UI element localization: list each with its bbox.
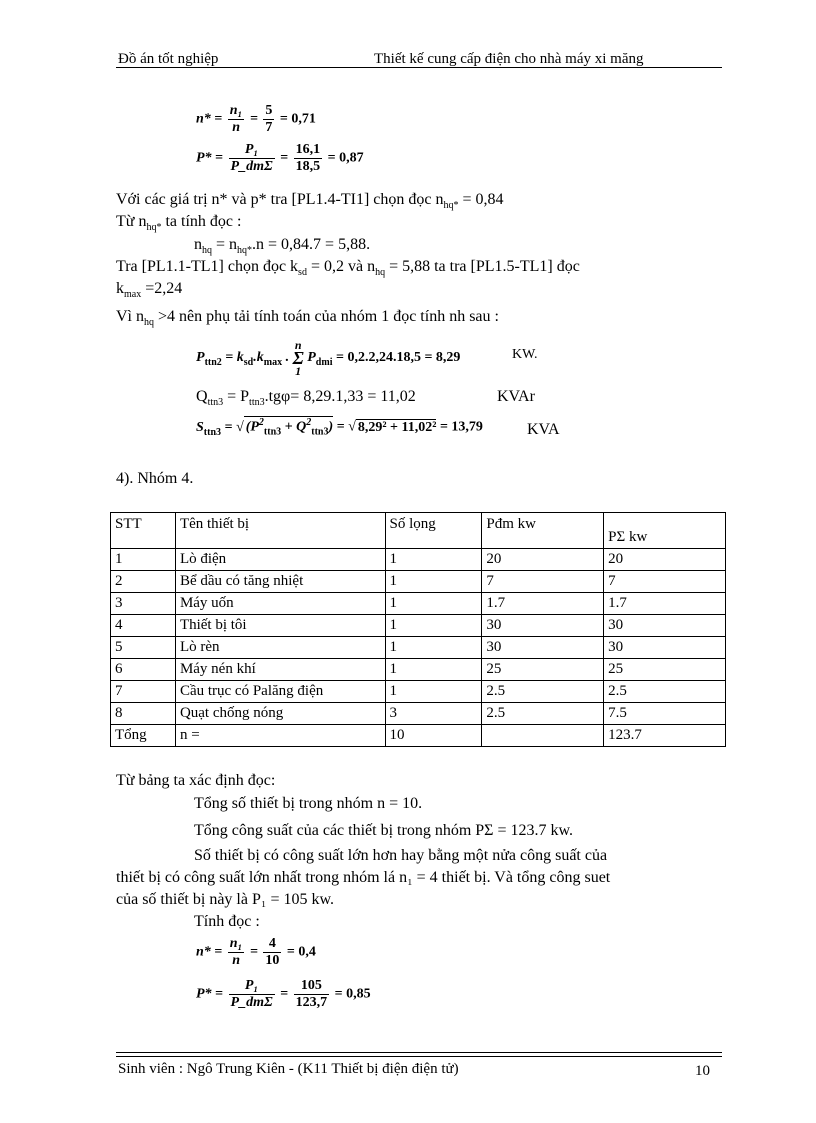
body2-p2: Tổng số thiết bị trong nhóm n = 10. (194, 795, 423, 812)
cell: Bể dầu có tăng nhiệt (175, 571, 385, 593)
body2-p4c: của số thiết bị này là P₁ = 105 kw. (116, 891, 334, 908)
cell: 30 (604, 615, 726, 637)
text-line-4: Tra [PL1.1-TL1] chọn đọc $k_{sd} = 0,2$ và $n_{hq} = 5,88$ ta tra [PL1.5-TL1] đọc (116, 258, 580, 279)
table-row (111, 593, 726, 615)
formula-n-star-bottom: n* = $\frac{\text{n₁}}{n}$ = $\frac{4}{10}$ = 0,4 (196, 936, 316, 968)
table-row (111, 681, 726, 703)
formula-p-ttn: $P_{ttn2} = k_{sd}.k_{max}$ . n Σ 1 $P_{dmi} = 0,2.2,24.18,5 = 8,29$ (196, 338, 461, 378)
cell: 1 (385, 681, 482, 703)
cell: Máy nén khí (175, 659, 385, 681)
text-line-2: Từ $n_{hq*}$ ta tính đọc : (116, 213, 242, 234)
cell: 8 (111, 703, 176, 725)
body2-p4a: Số thiết bị có công suất lớn hơn hay bằng một nửa công suất của (194, 847, 608, 864)
cell: 1 (385, 615, 482, 637)
cell: 1 (111, 549, 176, 571)
cell: 30 (604, 637, 726, 659)
col-header: STT (111, 513, 176, 549)
body2-p1: Từ bảng ta xác định đọc: (116, 772, 276, 789)
cell: Cầu trục có Palăng điện (175, 681, 385, 703)
col-header: Tên thiết bị (175, 513, 385, 549)
footer-student: Sinh viên : Ngô Trung Kiên - (K11 Thiết bị điện điện tử) (118, 1061, 459, 1077)
cell: 10 (385, 725, 482, 747)
header-left: Đồ án tốt nghiệp (118, 51, 219, 67)
cell: Lò rèn (175, 637, 385, 659)
equipment-table (110, 512, 726, 747)
table-row (111, 549, 726, 571)
cell: 20 (482, 549, 604, 571)
text-line-6: Vì $n_{hq} >4$ nên phụ tải tính toán của nhóm 1 đọc tính nh sau : (116, 308, 499, 329)
text-line-3: $n_{hq} = n_{hq*}.n = 0,84.7 = 5,88$. (194, 236, 371, 257)
cell: 1.7 (482, 593, 604, 615)
cell: n = (175, 725, 385, 747)
cell: Máy uốn (175, 593, 385, 615)
cell: Tổng (111, 725, 176, 747)
table-total-row (111, 725, 726, 747)
text-line-1: Với các giá trị n* và p* tra [PL1.4-TI1] chọn đọc $n_{hq*} = 0,84$ (116, 191, 504, 212)
cell: 1 (385, 549, 482, 571)
cell: 3 (385, 703, 482, 725)
cell: 2.5 (482, 681, 604, 703)
cell: 4 (111, 615, 176, 637)
cell: 7 (111, 681, 176, 703)
cell: Thiết bị tôi (175, 615, 385, 637)
table-row (111, 659, 726, 681)
cell: 25 (604, 659, 726, 681)
formula-p-star-bottom: P* = $\frac{\text{P₁}}{\text{P\_dmΣ}}$ = $\frac{105}{123,7}$ = 0,85 (196, 978, 371, 1010)
formula-q-ttn: $Q_{ttn3} = P_{ttn3}.tg\varphi= 8,29.1,33 = 11,02$ (196, 388, 416, 409)
col-header: Số lọng (385, 513, 482, 549)
footer-rule-top (116, 1052, 722, 1053)
cell: 30 (482, 637, 604, 659)
body2-p5: Tính đọc : (194, 913, 260, 930)
cell: 1 (385, 571, 482, 593)
formula-p-star-top: P* = $\frac{\text{P₁}}{\text{P\_dmΣ}}$ = $\frac{16,1}{18,5}$ = 0,87 (196, 142, 364, 174)
header-right: Thiết kế cung cấp điện cho nhà máy xi măng (374, 51, 644, 67)
cell: 30 (482, 615, 604, 637)
table-row (111, 615, 726, 637)
cell: 2 (111, 571, 176, 593)
unit-kvar: KVAr (497, 388, 535, 405)
cell: 25 (482, 659, 604, 681)
cell: 1.7 (604, 593, 726, 615)
cell: 1 (385, 659, 482, 681)
table-header-row (111, 513, 726, 549)
body2-p4b: thiết bị có công suất lớn nhất trong nhóm lá n₁ = 4 thiết bị. Và tổng công suet (116, 869, 611, 886)
text-line-5: $k_{max} =2,24$ (116, 280, 183, 301)
cell: 7.5 (604, 703, 726, 725)
col-header: PΣ kw (604, 513, 726, 549)
cell: 123.7 (604, 725, 726, 747)
cell: 6 (111, 659, 176, 681)
header-rule (116, 67, 722, 68)
cell: 2.5 (604, 681, 726, 703)
cell: Lò điện (175, 549, 385, 571)
table-row (111, 571, 726, 593)
cell: 1 (385, 593, 482, 615)
unit-kva: KVA (527, 421, 560, 438)
table-row (111, 637, 726, 659)
table-row (111, 703, 726, 725)
page-number: 10 (695, 1063, 710, 1079)
cell (482, 725, 604, 747)
cell: 20 (604, 549, 726, 571)
group4-title: 4). Nhóm 4. (116, 470, 194, 487)
formula-s-ttn: $S_{ttn3}$ = √ $(P^2_{ttn3} + Q^2_{ttn3})$ = √ 8,29² + 11,02² = 13,79 (196, 417, 483, 438)
cell: Quạt chống nóng (175, 703, 385, 725)
cell: 1 (385, 637, 482, 659)
cell: 7 (604, 571, 726, 593)
col-header: Pđm kw (482, 513, 604, 549)
unit-kw: KW. (512, 347, 538, 362)
body2-p3: Tổng công suất của các thiết bị trong nhóm PΣ = 123.7 kw. (194, 822, 574, 839)
cell: 3 (111, 593, 176, 615)
cell: 5 (111, 637, 176, 659)
cell: 2.5 (482, 703, 604, 725)
cell: 7 (482, 571, 604, 593)
footer-rule-bottom (116, 1056, 722, 1057)
formula-n-star-top: n* = $\frac{\text{n₁}}{n}$ = $\frac{5}{7}$ = 0,71 (196, 103, 316, 135)
